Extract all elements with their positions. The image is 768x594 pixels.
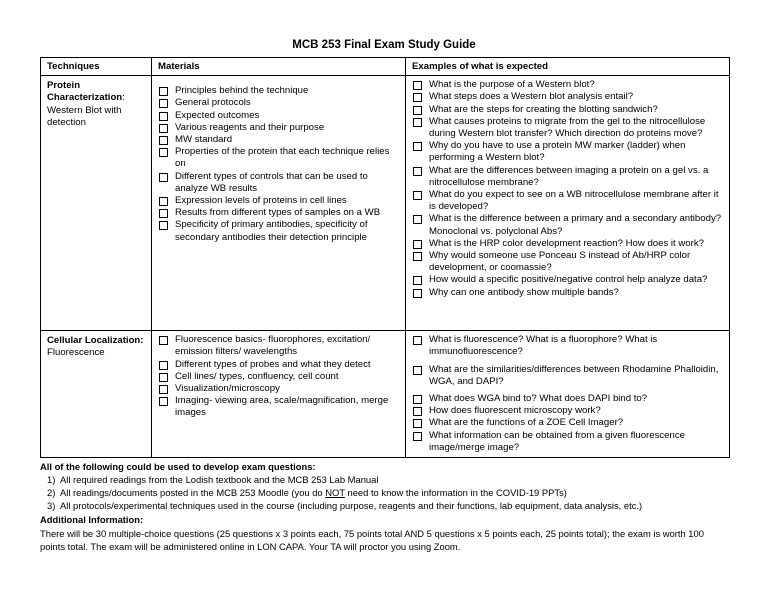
- materials-list: [156, 334, 401, 419]
- checkbox-icon[interactable]: [159, 361, 168, 370]
- materials-list: [156, 85, 401, 244]
- table-row: [41, 76, 730, 331]
- list-item: Various reagents and their purpose: [156, 122, 401, 134]
- checkbox-icon[interactable]: [413, 395, 422, 404]
- checkbox-icon[interactable]: [413, 215, 422, 224]
- checkbox-icon[interactable]: [159, 112, 168, 121]
- checkbox-icon[interactable]: [413, 289, 422, 298]
- checkbox-icon[interactable]: [159, 373, 168, 382]
- checkbox-icon[interactable]: [413, 167, 422, 176]
- list-item: Different types of controls that can be used to analyze WB results: [156, 171, 401, 195]
- materials-cell: [152, 76, 406, 331]
- table-row: [41, 331, 730, 458]
- list-item: What information can be obtained from a given fluorescence image/merge image?: [410, 430, 725, 454]
- checkbox-icon[interactable]: [413, 366, 422, 375]
- checkbox-icon[interactable]: [413, 432, 422, 441]
- checkbox-icon[interactable]: [159, 99, 168, 108]
- notes-list: [40, 473, 730, 512]
- notes-section: [40, 460, 730, 553]
- checkbox-icon[interactable]: [159, 197, 168, 206]
- notes-heading: All of the following could be used to develop exam questions:: [40, 461, 316, 472]
- checkbox-icon[interactable]: [413, 93, 422, 102]
- checkbox-icon[interactable]: [413, 142, 422, 151]
- checkbox-icon[interactable]: [413, 81, 422, 90]
- list-item: MW standard: [156, 134, 401, 146]
- not-emphasis: NOT: [325, 487, 345, 498]
- technique-subtitle: Fluorescence: [47, 347, 105, 359]
- checkbox-icon[interactable]: [413, 407, 422, 416]
- examples-cell: [406, 76, 730, 331]
- list-item: What is fluorescence? What is a fluorophore? What is immunofluorescence?: [410, 334, 725, 358]
- list-item: Results from different types of samples on a WB: [156, 207, 401, 219]
- list-item: What is the purpose of a Western blot?: [410, 79, 725, 91]
- list-item: Why do you have to use a protein MW marker (ladder) when performing a Western blot?: [410, 140, 725, 164]
- list-item: What steps does a Western blot analysis entail?: [410, 91, 725, 103]
- header-techniques: Techniques: [41, 58, 152, 76]
- page-title: MCB 253 Final Exam Study Guide: [292, 39, 476, 51]
- checkbox-icon[interactable]: [413, 106, 422, 115]
- header-examples: Examples of what is expected: [406, 58, 730, 76]
- list-item: Properties of the protein that each technique relies on: [156, 146, 401, 170]
- list-item: 3) All protocols/experimental techniques used in the course (including purpose, reagents and their functions, lab equipment, data analysis, etc.): [47, 500, 643, 511]
- checkbox-icon[interactable]: [159, 136, 168, 145]
- list-item: Specificity of primary antibodies, specificity of secondary antibodies their detection principle: [156, 219, 401, 243]
- checkbox-icon[interactable]: [159, 385, 168, 394]
- technique-colon: :: [122, 92, 125, 104]
- checkbox-icon[interactable]: [413, 240, 422, 249]
- checkbox-icon[interactable]: [413, 252, 422, 261]
- additional-info-paragraph: There will be 30 multiple-choice questions (25 questions x 3 points each, 75 points total AND 5 questions x 5 points each, 25 points total); the exam is worth 100 points total. The exam will be administered online in LON CAPA. Your TA will proctor you using Zoom.: [40, 528, 704, 552]
- list-item: General protocols: [156, 97, 401, 109]
- list-item: Cell lines/ types, confluency, cell count: [156, 371, 401, 383]
- checkbox-icon[interactable]: [159, 209, 168, 218]
- table-header-row: [41, 58, 730, 76]
- technique-cell: [41, 331, 152, 458]
- checkbox-icon[interactable]: [159, 124, 168, 133]
- checkbox-icon[interactable]: [413, 276, 422, 285]
- list-item: What are the similarities/differences between Rhodamine Phalloidin, WGA, and DAPI?: [410, 364, 725, 388]
- technique-name: Cellular Localization:: [47, 335, 144, 347]
- list-item: 1) All required readings from the Lodish textbook and the MCB 253 Lab Manual: [47, 474, 379, 485]
- technique-name: Protein Characterization: [47, 80, 123, 104]
- header-materials: Materials: [152, 58, 406, 76]
- list-item: What does WGA bind to? What does DAPI bind to?: [410, 393, 725, 405]
- list-item: What do you expect to see on a WB nitrocellulose membrane after it is developed?: [410, 189, 725, 213]
- list-item: Expected outcomes: [156, 110, 401, 122]
- checkbox-icon[interactable]: [413, 191, 422, 200]
- checkbox-icon[interactable]: [159, 397, 168, 406]
- checkbox-icon[interactable]: [159, 148, 168, 157]
- list-item: What is the difference between a primary and a secondary antibody? Monoclonal vs. polyclonal Abs?: [410, 213, 725, 237]
- questions-list: [410, 334, 725, 454]
- list-item: What are the functions of a ZOE Cell Imager?: [410, 417, 725, 429]
- examples-cell: [406, 331, 730, 458]
- checkbox-icon[interactable]: [159, 87, 168, 96]
- checkbox-icon[interactable]: [413, 419, 422, 428]
- list-item: How does fluorescent microscopy work?: [410, 405, 725, 417]
- list-item: Principles behind the technique: [156, 85, 401, 97]
- questions-list: [410, 79, 725, 299]
- list-item: Different types of probes and what they detect: [156, 359, 401, 371]
- checkbox-icon[interactable]: [413, 336, 422, 345]
- list-item: Expression levels of proteins in cell lines: [156, 195, 401, 207]
- additional-info-heading: Additional Information:: [40, 514, 144, 525]
- checkbox-icon[interactable]: [159, 221, 168, 230]
- list-item: How would a specific positive/negative control help analyze data?: [410, 274, 725, 286]
- list-item: What are the steps for creating the blotting sandwich?: [410, 104, 725, 116]
- list-item: What causes proteins to migrate from the gel to the nitrocellulose during Western blot transfer? Which direction do proteins move?: [410, 116, 725, 140]
- list-item: Fluorescence basics- fluorophores, excitation/ emission filters/ wavelengths: [156, 334, 401, 358]
- materials-cell: [152, 331, 406, 458]
- checkbox-icon[interactable]: [159, 336, 168, 345]
- list-item: Why would someone use Ponceau S instead of Ab/HRP color development, or coomassie?: [410, 250, 725, 274]
- study-guide-table: [40, 57, 730, 458]
- technique-cell: [41, 76, 152, 331]
- technique-subtitle: Western Blot with detection: [47, 104, 122, 128]
- list-item: Visualization/microscopy: [156, 383, 401, 395]
- list-item: Why can one antibody show multiple bands?: [410, 287, 725, 299]
- list-item: What are the differences between imaging a protein on a gel vs. a nitrocellulose membrane?: [410, 165, 725, 189]
- checkbox-icon[interactable]: [413, 118, 422, 127]
- list-item: Imaging- viewing area, scale/magnification, merge images: [156, 395, 401, 419]
- checkbox-icon[interactable]: [159, 173, 168, 182]
- list-item: What is the HRP color development reaction? How does it work?: [410, 238, 725, 250]
- list-item: 2) All readings/documents posted in the MCB 253 Moodle (you do NOT need to know the information in the COVID-19 PPTs): [47, 487, 567, 498]
